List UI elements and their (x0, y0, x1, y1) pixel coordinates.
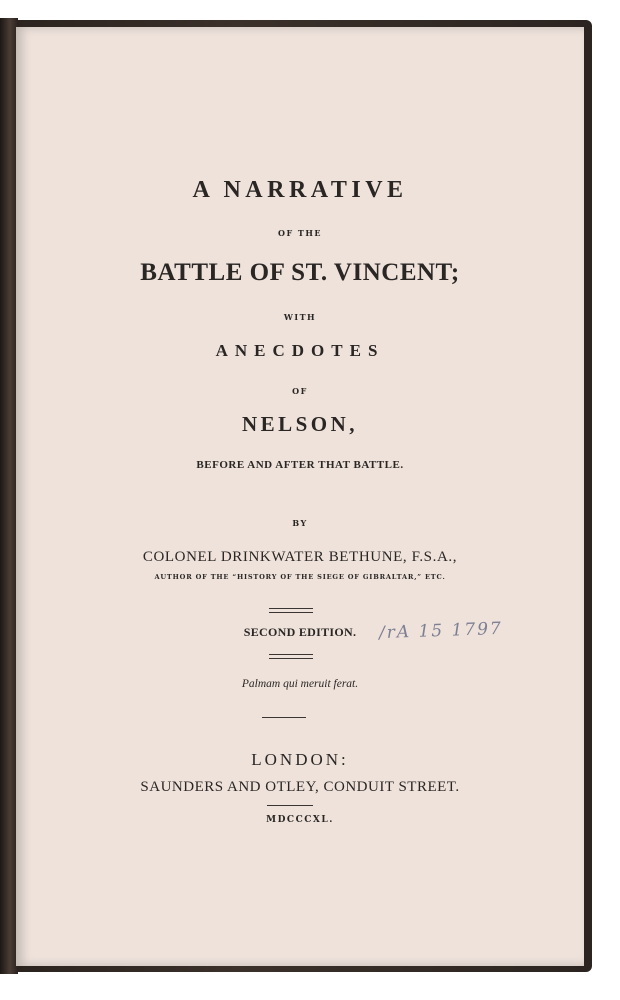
imprint-publisher: SAUNDERS AND OTLEY, CONDUIT STREET. (140, 779, 460, 795)
author-credentials: AUTHOR OF THE “HISTORY OF THE SIEGE OF GIBRALTAR,” ETC. (154, 573, 446, 581)
title-page (16, 27, 584, 966)
title-line-of-the: OF THE (277, 228, 323, 238)
divider-rule (269, 654, 313, 655)
byline-label: BY (292, 518, 308, 528)
title-line-nelson: NELSON, (241, 412, 359, 436)
divider-rule (269, 658, 313, 659)
title-line-anecdotes: ANECDOTES (215, 341, 385, 360)
title-line-with: WITH (283, 312, 317, 322)
author-name: COLONEL DRINKWATER BETHUNE, F.S.A., (142, 549, 458, 565)
divider-rule (269, 612, 313, 613)
imprint-year: MDCCCXL. (266, 815, 334, 825)
divider-rule (269, 608, 313, 609)
edition-label: SECOND EDITION. (243, 625, 357, 639)
divider-rule (262, 717, 306, 718)
title-line-narrative: A NARRATIVE (192, 177, 408, 203)
handwritten-annotation: /rA 15 1797 (378, 618, 504, 644)
imprint-city: LONDON: (251, 750, 349, 769)
title-line-of: OF (292, 386, 308, 396)
divider-rule (267, 805, 313, 806)
title-line-battle: BATTLE OF ST. VINCENT; (140, 259, 460, 286)
subtitle-line: BEFORE AND AFTER THAT BATTLE. (196, 459, 404, 471)
motto: Palmam qui meruit ferat. (241, 678, 359, 690)
